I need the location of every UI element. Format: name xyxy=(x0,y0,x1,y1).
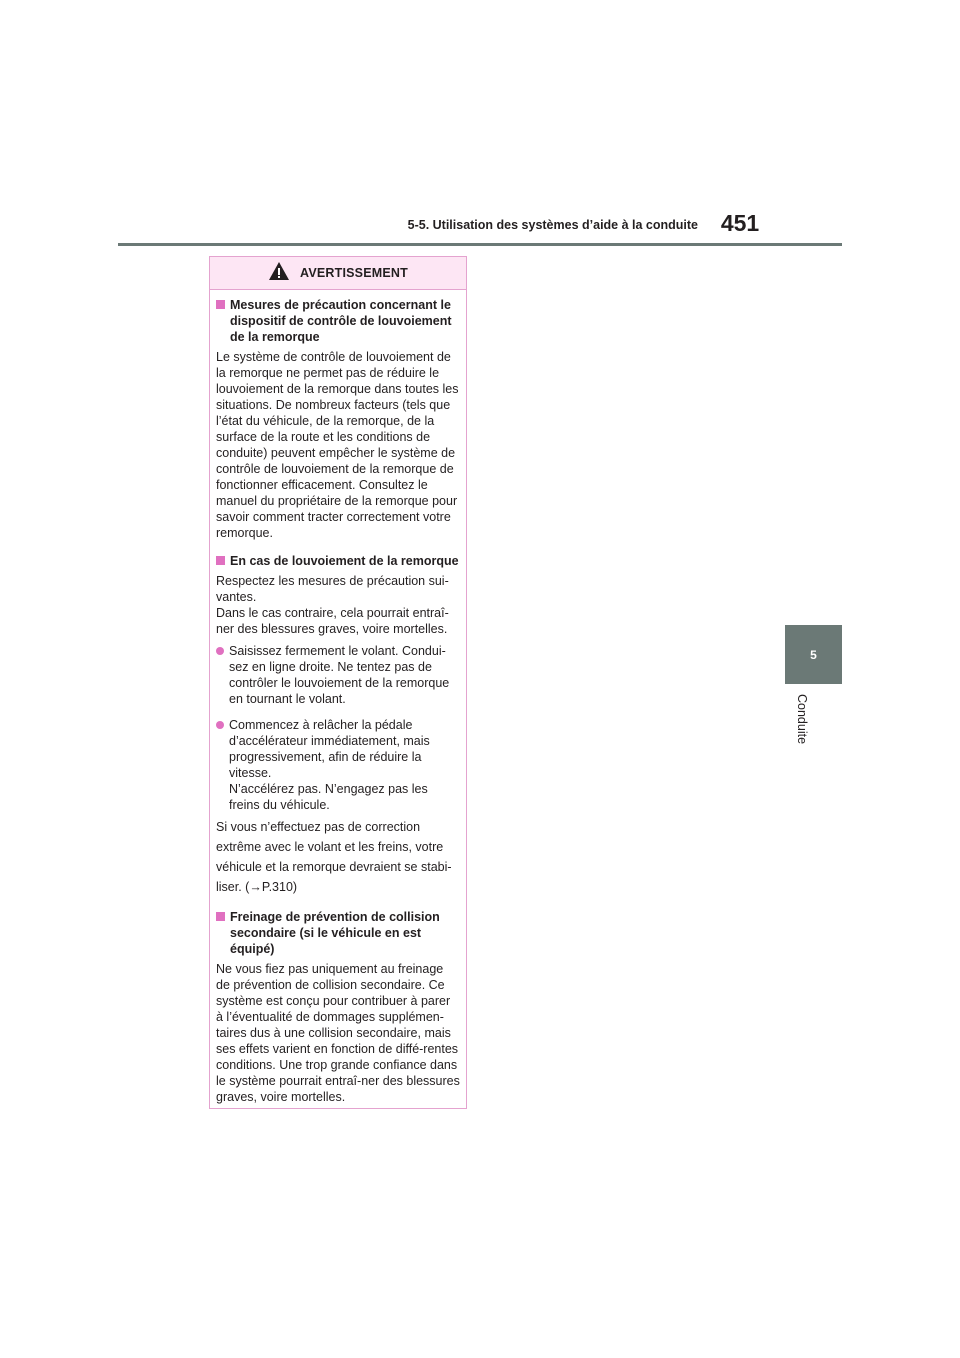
list-item-line: N’accélérez pas. N’engagez pas les freins du véhicule. xyxy=(229,782,428,812)
square-bullet-icon xyxy=(216,300,225,309)
section-heading-text: Freinage de prévention de collision secondaire (si le véhicule en est équipé) xyxy=(230,910,440,956)
section-paragraph: Le système de contrôle de louvoiement de la remorque ne permet pas de réduire le louvoiement de la remorque dans toutes les situations. De nombreux facteurs (tels que l’état du véhicule, de la remorque, de la surface de la route et les conditions de conduite) peuvent empêcher le système de contrôle de louvoiement de la remorque de fonctionner efficacement. Consultez le manuel du propriétaire de la remorque pour savoir comment tracter correctement votre remorque. xyxy=(216,350,459,540)
section-heading xyxy=(216,553,460,569)
list-item-line: Commencez à relâcher la pédale d’accélérateur immédiatement, mais progressivement, afin de réduire la vitesse. xyxy=(229,718,430,780)
list-item-text: Saisissez fermement le volant. Condui-sez en ligne droite. Ne tentez pas de contrôler le louvoiement de la remorque en tournant le volant. xyxy=(229,644,450,706)
round-bullet-icon xyxy=(216,721,224,729)
list-item-text xyxy=(229,717,460,813)
square-bullet-icon xyxy=(216,556,225,565)
section-closing: Si vous n’effectuez pas de correction extrême avec le volant et les freins, votre véhicule et la remorque devraient se stabi-liser. (→P.310) xyxy=(216,820,452,894)
header-section-title: 5-5. Utilisation des systèmes d’aide à la conduite xyxy=(407,218,698,232)
warning-box xyxy=(209,256,467,1109)
chapter-tab xyxy=(785,625,842,684)
section-paragraph: Dans le cas contraire, cela pourrait entraî-ner des blessures graves, voire mortelles. xyxy=(216,606,449,636)
square-bullet-icon xyxy=(216,912,225,921)
warning-title: AVERTISSEMENT xyxy=(300,266,408,280)
section-paragraph: Ne vous fiez pas uniquement au freinage de prévention de collision secondaire. Ce système est conçu pour contribuer à parer à l’éventualité de dommages supplémen-taires dus à une collision secondaire, mais ses effets varient en fonction de diffé-rentes conditions. Une trop grande confiance dans le système pourrait entraî-ner des blessures graves, voire mortelles. xyxy=(216,962,460,1104)
round-bullet-icon xyxy=(216,647,224,655)
chapter-number: 5 xyxy=(810,647,817,662)
page-number: 451 xyxy=(720,210,760,236)
header-divider xyxy=(118,243,842,246)
list-item xyxy=(216,717,460,813)
section-paragraph: Respectez les mesures de précaution sui-vantes. xyxy=(216,574,449,604)
warning-header xyxy=(210,257,466,290)
list-item xyxy=(216,643,460,707)
section-heading-text: En cas de louvoiement de la remorque xyxy=(230,554,459,568)
warning-triangle-icon xyxy=(268,261,290,286)
section-heading xyxy=(216,297,460,345)
section-heading xyxy=(216,909,460,957)
section-heading-text: Mesures de précaution concernant le dispositif de contrôle de louvoiement de la remorque xyxy=(230,298,452,344)
warning-body xyxy=(210,290,466,1105)
chapter-label: Conduite xyxy=(795,694,809,745)
